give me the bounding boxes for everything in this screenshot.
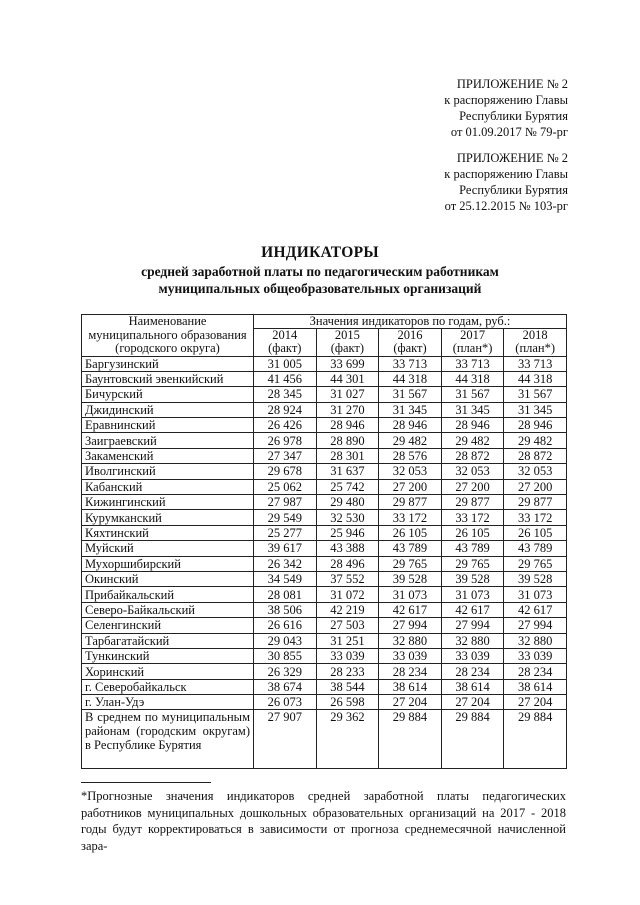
municipality-name: Кяхтинский (82, 525, 254, 540)
indicator-value: 26 105 (441, 525, 504, 540)
indicator-value: 31 073 (441, 587, 504, 602)
year-label: 2018 (522, 328, 548, 343)
table-row (82, 479, 567, 494)
indicator-value: 26 105 (504, 525, 567, 540)
indicator-value: 42 617 (379, 602, 442, 617)
indicator-value: 27 994 (441, 618, 504, 633)
indicator-value: 31 027 (316, 387, 379, 402)
average-value: 29 884 (504, 710, 567, 769)
indicator-value: 26 426 (254, 418, 317, 433)
indicator-value: 42 219 (316, 602, 379, 617)
indicator-value: 32 053 (379, 464, 442, 479)
footnote-divider (81, 782, 211, 783)
indicator-value: 44 318 (441, 371, 504, 386)
table-row (82, 495, 567, 510)
indicator-value: 29 765 (504, 556, 567, 571)
appendix-previous-header (444, 150, 568, 214)
indicators-table (81, 314, 567, 769)
municipality-column-header: Наименование муниципального образования (городского округа) (82, 315, 254, 357)
year-kind-label: (факт) (268, 341, 302, 356)
municipality-name: Тарбагатайский (82, 633, 254, 648)
indicator-value: 31 345 (379, 402, 442, 417)
indicator-value: 33 172 (441, 510, 504, 525)
municipality-name: Окинский (82, 571, 254, 586)
indicator-value: 28 576 (379, 448, 442, 463)
indicator-value: 33 699 (316, 356, 379, 371)
average-value: 27 907 (254, 710, 317, 769)
indicator-value: 31 345 (441, 402, 504, 417)
indicator-value: 28 890 (316, 433, 379, 448)
municipality-name: Заиграевский (82, 433, 254, 448)
year-header-2015 (316, 329, 379, 356)
table-row (82, 633, 567, 648)
indicator-value: 31 567 (379, 387, 442, 402)
table-row (82, 679, 567, 694)
year-kind-label: (факт) (393, 341, 427, 356)
year-header-2014 (254, 329, 317, 356)
indicator-value: 29 482 (504, 433, 567, 448)
municipality-name: Селенгинский (82, 618, 254, 633)
indicator-value: 29 482 (379, 433, 442, 448)
indicator-value: 28 301 (316, 448, 379, 463)
indicator-value: 33 039 (316, 648, 379, 663)
year-header-2016 (379, 329, 442, 356)
table-row (82, 402, 567, 417)
indicator-value: 27 987 (254, 495, 317, 510)
year-label: 2016 (397, 328, 423, 343)
year-header-2018 (504, 329, 567, 356)
indicator-value: 29 043 (254, 633, 317, 648)
indicator-value: 39 528 (441, 571, 504, 586)
municipality-name: Бичурский (82, 387, 254, 402)
indicator-value: 28 233 (316, 664, 379, 679)
appendix-date: от 01.09.2017 № 79-рг (450, 125, 568, 139)
indicator-value: 32 530 (316, 510, 379, 525)
indicator-value: 28 234 (441, 664, 504, 679)
indicator-value: 32 880 (504, 633, 567, 648)
table-row (82, 371, 567, 386)
indicator-value: 27 204 (379, 695, 442, 710)
indicator-value: 31 251 (316, 633, 379, 648)
indicator-value: 44 318 (379, 371, 442, 386)
appendix-number: ПРИЛОЖЕНИЕ № 2 (456, 151, 568, 165)
indicator-value: 26 073 (254, 695, 317, 710)
footnote-text: *Прогнозные значения индикаторов средней заработной платы педагогических работников муниципальных дошкольных образовательных организаций на 2017 - 2018 годы будут корректироваться в зависимости от прогноза среднемесячной начисленной зара- (81, 789, 566, 853)
indicator-value: 31 073 (379, 587, 442, 602)
municipality-name: Мухоршибирский (82, 556, 254, 571)
year-kind-label: (план*) (452, 341, 493, 356)
table-row-average (82, 710, 567, 769)
indicator-value: 28 946 (504, 418, 567, 433)
indicator-value: 27 204 (504, 695, 567, 710)
indicator-value: 29 480 (316, 495, 379, 510)
indicator-value: 28 234 (504, 664, 567, 679)
indicator-value: 27 204 (441, 695, 504, 710)
indicator-value: 38 674 (254, 679, 317, 694)
indicator-value: 32 880 (441, 633, 504, 648)
average-value: 29 884 (441, 710, 504, 769)
indicator-value: 39 528 (504, 571, 567, 586)
indicator-value: 33 713 (504, 356, 567, 371)
municipality-name: Баунтовский эвенкийский (82, 371, 254, 386)
indicator-value: 29 482 (441, 433, 504, 448)
table-row (82, 587, 567, 602)
indicator-value: 44 318 (504, 371, 567, 386)
document-subtitle-line2: муниципальных общеобразовательных организаций (158, 281, 482, 296)
year-kind-label: (план*) (515, 341, 556, 356)
table-row (82, 664, 567, 679)
indicator-value: 27 994 (379, 618, 442, 633)
municipality-name: Джидинский (82, 402, 254, 417)
indicator-value: 28 345 (254, 387, 317, 402)
average-label: В среднем по муниципальным районам (городским округам) в Республике Бурятия (82, 710, 254, 769)
table-row (82, 618, 567, 633)
indicator-value: 29 877 (504, 495, 567, 510)
municipality-name: Баргузинский (82, 356, 254, 371)
table-row (82, 448, 567, 463)
table-row (82, 648, 567, 663)
table-row (82, 556, 567, 571)
municipality-name: Кабанский (82, 479, 254, 494)
year-kind-label: (факт) (330, 341, 365, 356)
average-value: 29 362 (316, 710, 379, 769)
indicator-value: 38 506 (254, 602, 317, 617)
document-subtitle-line1: средней заработной платы по педагогическим работникам (141, 264, 499, 279)
indicator-value: 29 765 (441, 556, 504, 571)
indicator-value: 43 789 (441, 541, 504, 556)
average-value: 29 884 (379, 710, 442, 769)
indicator-value: 43 388 (316, 541, 379, 556)
indicator-value: 32 053 (504, 464, 567, 479)
indicator-value: 29 549 (254, 510, 317, 525)
municipality-name: Кижингинский (82, 495, 254, 510)
indicator-value: 33 172 (379, 510, 442, 525)
indicator-value: 28 946 (316, 418, 379, 433)
indicator-value: 38 544 (316, 679, 379, 694)
municipality-name: Северо-Байкальский (82, 602, 254, 617)
indicator-value: 31 072 (316, 587, 379, 602)
indicator-value: 38 614 (441, 679, 504, 694)
indicator-value: 27 200 (504, 479, 567, 494)
table-row (82, 571, 567, 586)
indicator-value: 25 062 (254, 479, 317, 494)
indicator-value: 33 713 (379, 356, 442, 371)
municipality-name: г. Северобайкальск (82, 679, 254, 694)
table-row (82, 695, 567, 710)
appendix-order-ref: к распоряжению Главы (444, 167, 568, 181)
municipality-name: Тункинский (82, 648, 254, 663)
table-row (82, 510, 567, 525)
indicator-value: 31 005 (254, 356, 317, 371)
indicator-value: 29 877 (379, 495, 442, 510)
year-label: 2014 (272, 328, 298, 343)
municipality-name: Закаменский (82, 448, 254, 463)
year-label: 2017 (460, 328, 486, 343)
year-label: 2015 (334, 328, 360, 343)
appendix-date: от 25.12.2015 № 103-рг (444, 199, 568, 213)
indicator-value: 25 277 (254, 525, 317, 540)
table-row (82, 433, 567, 448)
indicator-value: 27 347 (254, 448, 317, 463)
municipality-name: Еравнинский (82, 418, 254, 433)
indicator-value: 26 978 (254, 433, 317, 448)
indicator-value: 28 872 (441, 448, 504, 463)
indicator-value: 25 946 (316, 525, 379, 540)
table-row (82, 387, 567, 402)
indicator-value: 25 742 (316, 479, 379, 494)
indicator-value: 28 872 (504, 448, 567, 463)
indicator-value: 33 039 (504, 648, 567, 663)
indicator-value: 31 637 (316, 464, 379, 479)
indicator-value: 29 765 (379, 556, 442, 571)
indicator-value: 26 342 (254, 556, 317, 571)
indicator-value: 31 073 (504, 587, 567, 602)
document-title: ИНДИКАТОРЫ (261, 244, 379, 261)
indicator-value: 42 617 (441, 602, 504, 617)
indicator-value: 28 496 (316, 556, 379, 571)
indicator-value: 27 503 (316, 618, 379, 633)
indicator-value: 28 081 (254, 587, 317, 602)
appendix-region: Республики Бурятия (459, 109, 568, 123)
municipality-name: Курумканский (82, 510, 254, 525)
municipality-name: г. Улан-Удэ (82, 695, 254, 710)
indicator-value: 27 200 (379, 479, 442, 494)
indicator-value: 37 552 (316, 571, 379, 586)
indicator-value: 33 172 (504, 510, 567, 525)
table-row (82, 525, 567, 540)
table-row (82, 464, 567, 479)
indicator-value: 28 924 (254, 402, 317, 417)
indicator-value: 31 270 (316, 402, 379, 417)
indicator-value: 34 549 (254, 571, 317, 586)
indicator-value: 29 877 (441, 495, 504, 510)
indicator-value: 31 567 (504, 387, 567, 402)
municipality-name: Муйский (82, 541, 254, 556)
indicator-value: 33 039 (441, 648, 504, 663)
indicator-value: 26 598 (316, 695, 379, 710)
indicator-value: 32 880 (379, 633, 442, 648)
indicator-value: 33 713 (441, 356, 504, 371)
indicator-value: 43 789 (504, 541, 567, 556)
indicator-value: 26 329 (254, 664, 317, 679)
values-group-header: Значения индикаторов по годам, руб.: (254, 315, 567, 329)
indicator-value: 29 678 (254, 464, 317, 479)
indicator-value: 32 053 (441, 464, 504, 479)
indicator-value: 28 946 (379, 418, 442, 433)
indicator-value: 42 617 (504, 602, 567, 617)
indicator-value: 38 614 (504, 679, 567, 694)
indicator-value: 26 616 (254, 618, 317, 633)
appendix-number: ПРИЛОЖЕНИЕ № 2 (456, 77, 568, 91)
indicator-value: 39 528 (379, 571, 442, 586)
indicator-value: 33 039 (379, 648, 442, 663)
table-row (82, 418, 567, 433)
year-header-2017 (441, 329, 504, 356)
indicator-value: 31 567 (441, 387, 504, 402)
municipality-name: Хоринский (82, 664, 254, 679)
municipality-name: Иволгинский (82, 464, 254, 479)
indicator-value: 41 456 (254, 371, 317, 386)
indicator-value: 31 345 (504, 402, 567, 417)
indicator-value: 27 200 (441, 479, 504, 494)
indicator-value: 26 105 (379, 525, 442, 540)
indicator-value: 44 301 (316, 371, 379, 386)
indicator-value: 30 855 (254, 648, 317, 663)
indicator-value: 43 789 (379, 541, 442, 556)
indicator-value: 38 614 (379, 679, 442, 694)
indicator-value: 27 994 (504, 618, 567, 633)
municipality-name: Прибайкальский (82, 587, 254, 602)
table-row (82, 602, 567, 617)
indicator-value: 39 617 (254, 541, 317, 556)
appendix-region: Республики Бурятия (459, 183, 568, 197)
indicator-value: 28 234 (379, 664, 442, 679)
table-row (82, 356, 567, 371)
table-row (82, 541, 567, 556)
indicator-value: 28 946 (441, 418, 504, 433)
appendix-order-ref: к распоряжению Главы (444, 93, 568, 107)
appendix-current-header (444, 76, 568, 140)
